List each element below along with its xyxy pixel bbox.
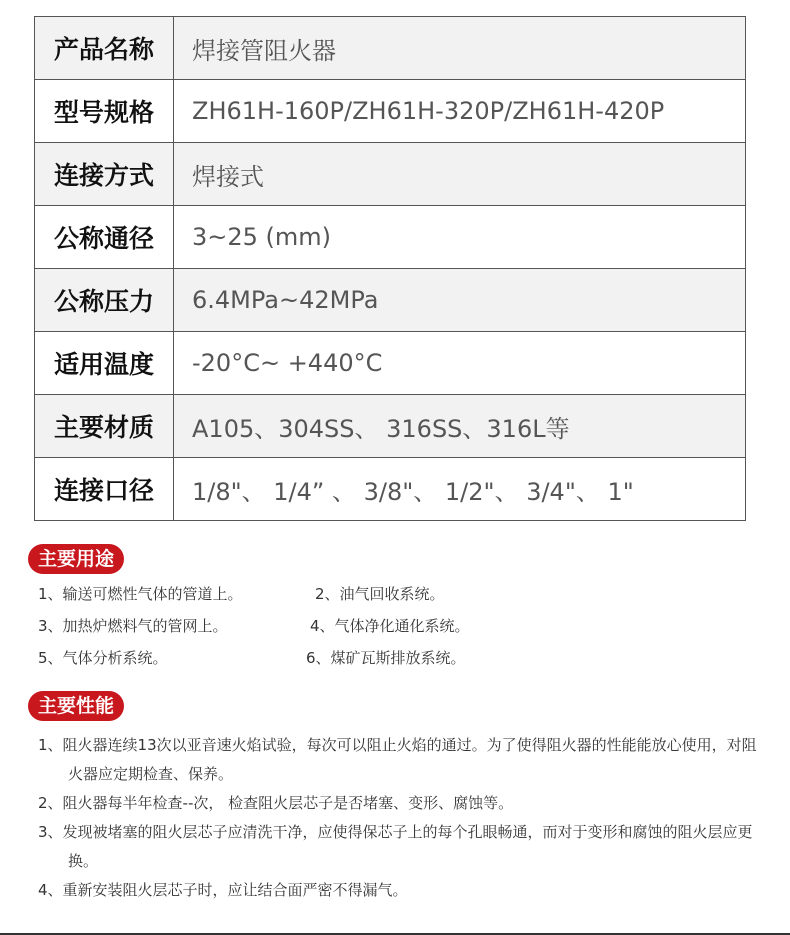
spec-label: 型号规格	[35, 80, 174, 143]
spec-row-nominal-diameter	[35, 206, 746, 269]
spec-value: 3~25 (mm)	[174, 206, 746, 269]
spec-value: A105、304SS、 316SS、316L等	[174, 395, 746, 458]
spec-row-connection-size	[35, 458, 746, 521]
spec-row-material	[35, 395, 746, 458]
spec-table	[34, 16, 746, 521]
usage-item: 1、输送可燃性气体的管道上。	[38, 585, 243, 603]
performance-heading-badge: 主要性能	[28, 691, 124, 721]
spec-value: 焊接式	[174, 143, 746, 206]
usage-item: 5、气体分析系统。	[38, 649, 168, 667]
spec-label: 连接方式	[35, 143, 174, 206]
usage-item: 6、煤矿瓦斯排放系统。	[306, 649, 466, 667]
usage-line	[38, 647, 466, 668]
performance-item: 4、重新安装阻火层芯子时，应让结合面严密不得漏气。	[38, 881, 408, 899]
spec-row-nominal-pressure	[35, 269, 746, 332]
spec-value: ZH61H-160P/ZH61H-320P/ZH61H-420P	[174, 80, 746, 143]
spec-value: 6.4MPa~42MPa	[174, 269, 746, 332]
spec-label: 公称通径	[35, 206, 174, 269]
spec-value: -20°C~ +440°C	[174, 332, 746, 395]
spec-label: 公称压力	[35, 269, 174, 332]
performance-list	[38, 731, 768, 905]
spec-label: 产品名称	[35, 17, 174, 80]
usage-line	[38, 615, 470, 636]
spec-row-product-name	[35, 17, 746, 80]
usage-item: 4、气体净化通化系统。	[310, 617, 470, 635]
usage-item: 2、油气回收系统。	[315, 585, 445, 603]
spec-label: 连接口径	[35, 458, 174, 521]
spec-label: 主要材质	[35, 395, 174, 458]
usage-line	[38, 583, 445, 604]
performance-item: 3、发现被堵塞的阻火层芯子应清洗干净，应使得保芯子上的每个孔眼畅通，而对于变形和腐蚀的阻火层应更换。	[38, 823, 753, 870]
performance-item: 1、阻火器连续13次以亚音速火焰试验，每次可以阻止火焰的通过。为了使得阻火器的性能能放心使用，对阻火器应定期检查、保养。	[38, 736, 757, 783]
performance-item: 2、阻火器每半年检查--次， 检查阻火层芯子是否堵塞、变形、腐蚀等。	[38, 794, 514, 812]
spec-row-model	[35, 80, 746, 143]
usage-heading-badge: 主要用途	[28, 544, 124, 574]
spec-row-temperature	[35, 332, 746, 395]
spec-value: 焊接管阻火器	[174, 17, 746, 80]
spec-value: 1/8"、 1/4” 、 3/8"、 1/2"、 3/4"、 1"	[174, 458, 746, 521]
usage-item: 3、加热炉燃料气的管网上。	[38, 617, 228, 635]
spec-row-connection-type	[35, 143, 746, 206]
spec-label: 适用温度	[35, 332, 174, 395]
